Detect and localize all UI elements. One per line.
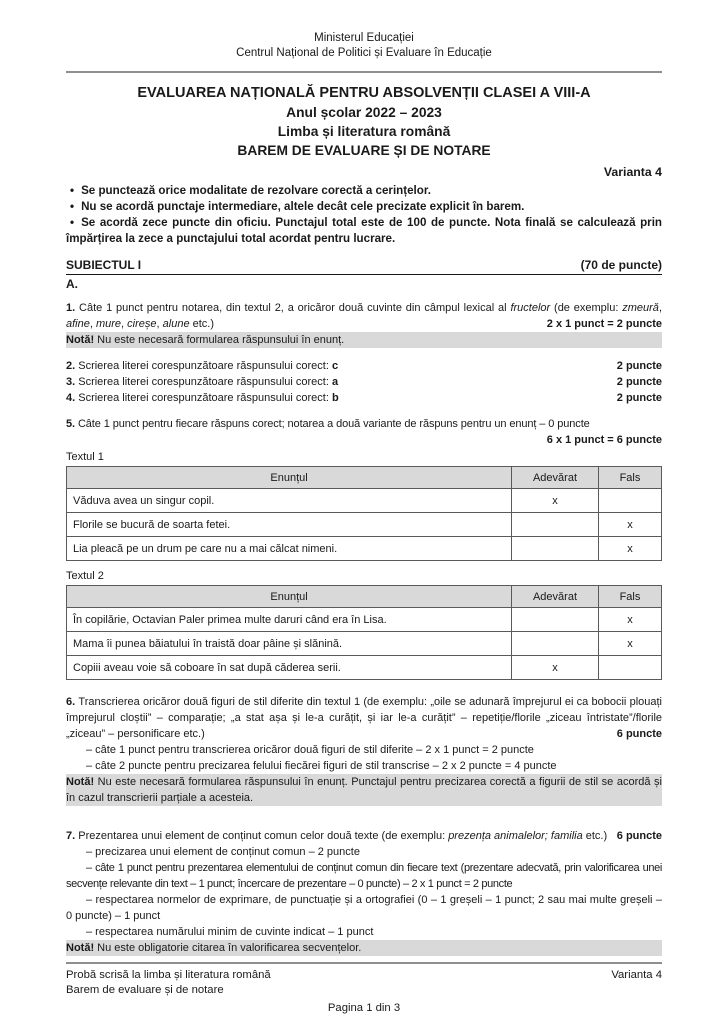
table-header-row — [67, 586, 662, 608]
text-run: Nu este obligatorie citarea în valorificarea secvențelor. — [94, 942, 362, 954]
column-header: Adevărat — [512, 467, 599, 489]
text-run: Scrierea literei corespunzătoare răspunsului corect: — [78, 376, 332, 388]
center-name: Centrul Național de Politici și Evaluare în Educație — [236, 47, 492, 59]
text-run: – câte 1 punct pentru transcrierea oricăror două figuri de stil diferite – 2 x 1 punct = 2 puncte — [86, 744, 534, 756]
rule-bullet — [66, 215, 662, 247]
table-row — [67, 656, 662, 680]
points-value: 2 puncte — [616, 392, 662, 404]
text-run: (de exemplu: — [550, 302, 623, 314]
text-run: b — [331, 392, 339, 404]
points-value: 6 puncte — [616, 728, 662, 740]
text-run: – precizarea unui element de conținut comun – 2 puncte — [86, 846, 360, 858]
item-7-sub-2 — [66, 860, 662, 892]
text-run: 1. — [66, 302, 80, 314]
text-run: 5. — [66, 418, 78, 430]
general-rules — [66, 183, 662, 247]
table-row — [67, 513, 662, 537]
bullet-icon: • — [70, 216, 75, 229]
points-value: 2 puncte — [616, 376, 662, 388]
column-header: Fals — [598, 586, 661, 608]
text-run: Câte 1 punct pentru fiecare răspuns corect; notarea a două variante de răspuns pentru un enunț – 0 puncte — [77, 418, 590, 430]
item-6-sub-2 — [66, 758, 662, 774]
text-run: , — [121, 318, 128, 330]
school-year: Anul școlar 2022 – 2023 — [286, 105, 442, 120]
answer-cell: x — [598, 513, 661, 537]
text-run: Nu este necesară formularea răspunsului în enunț. Punctajul pentru precizarea corectă a figurii de stil se acordă și în cazul transcrierii parțiale a acesteia. — [66, 776, 662, 804]
footer-divider — [66, 962, 662, 964]
text-run: , — [89, 318, 96, 330]
items-container — [66, 300, 662, 956]
text-run: Prezentarea unui element de conținut comun celor două texte (de exemplu: — [78, 830, 449, 842]
text-1-table — [66, 450, 662, 561]
item-7 — [66, 828, 662, 844]
statement-cell: Copiii aveau voie să coboare în sat după căderea serii. — [67, 656, 512, 680]
text-run: Nu este necesară formularea răspunsului în enunț. — [94, 334, 345, 346]
table-caption: Textul 1 — [66, 451, 104, 463]
statement-cell: În copilărie, Octavian Paler primea multe daruri când era în Lisa. — [67, 608, 512, 632]
statement-cell: Lia pleacă pe un drum pe care nu a mai călcat nimeni. — [67, 537, 512, 561]
item-5-points: 6 x 1 punct = 6 puncte — [546, 434, 662, 446]
header-divider — [66, 71, 662, 73]
text-run: 7. — [66, 830, 79, 842]
item-7-sub-3 — [66, 892, 662, 924]
item-7-sub-1 — [66, 844, 662, 860]
true-false-table — [66, 585, 662, 680]
text-run: prezența animalelor; familia — [448, 830, 583, 842]
text-run: Notă! — [66, 776, 95, 788]
item-6-sub-1 — [66, 742, 662, 758]
item-4 — [66, 390, 662, 406]
footer-variant: Varianta 4 — [611, 969, 662, 981]
statement-cell: Văduva avea un singur copil. — [67, 489, 512, 513]
answer-cell: x — [512, 656, 599, 680]
subject-heading — [66, 257, 662, 275]
text-run: a — [331, 376, 339, 388]
answer-cell — [598, 489, 661, 513]
text-run: 2. — [66, 360, 79, 372]
answer-cell — [512, 537, 599, 561]
rule-text: Nu se acordă punctaje intermediare, altele decât cele precizate explicit în barem. — [81, 200, 525, 213]
text-run: Scrierea literei corespunzătoare răspunsului corect: — [78, 392, 332, 404]
column-header: Enunțul — [67, 586, 512, 608]
page-number: Pagina 1 din 3 — [327, 1002, 401, 1014]
table-header-row — [67, 467, 662, 489]
text-run: alune — [162, 318, 190, 330]
text-run: , — [156, 318, 163, 330]
item-7-sub-4 — [66, 924, 662, 940]
points-value: 2 puncte — [616, 360, 662, 372]
footer-doc-name: Barem de evaluare și de notare — [66, 984, 224, 996]
text-run: Transcrierea oricăror două figuri de stil diferite din textul 1 (de exemplu: „oile se adunară împrejurul ei ca bobocii plouați împrejurul cloștii” – comparație; „a stat așa și le-a curățit, și iar le-a curățit” – repetiție/florile „ziceau întristate”/florile „ziceau” – personificare etc.) — [66, 696, 662, 740]
answer-cell — [512, 608, 599, 632]
answer-cell: x — [598, 632, 661, 656]
answer-cell — [512, 513, 599, 537]
nota-item-6 — [66, 774, 662, 806]
answer-cell: x — [598, 608, 661, 632]
text-run: zmeură — [622, 302, 659, 314]
footer-row — [66, 968, 662, 998]
text-run: etc.) — [189, 318, 215, 330]
document-header — [66, 31, 662, 61]
table-row — [67, 632, 662, 656]
table-row — [67, 537, 662, 561]
item-2 — [66, 358, 662, 374]
true-false-table — [66, 466, 662, 561]
column-header: Fals — [598, 467, 661, 489]
subject-label: SUBIECTUL I — [66, 258, 142, 272]
footer-left — [66, 968, 271, 998]
text-run: Scrierea literei corespunzătoare răspunsului corect: — [78, 360, 332, 372]
subject-name: Limba și literatura română — [277, 124, 451, 139]
text-2-table — [66, 569, 662, 680]
title-block — [66, 84, 662, 160]
variant-label: Varianta 4 — [603, 165, 662, 179]
rule-text: Se acordă zece puncte din oficiu. Punctajul total este de 100 de puncte. Nota finală se calculează prin împărțirea la zece a punctajului total acordat pentru lucrare. — [66, 216, 662, 245]
column-header: Adevărat — [512, 586, 599, 608]
nota-item-1 — [66, 332, 662, 348]
text-run: – respectarea numărului minim de cuvinte indicat – 1 punct — [86, 926, 374, 938]
item-5 — [66, 416, 662, 432]
answer-cell: x — [512, 489, 599, 513]
text-run: , — [658, 302, 662, 314]
text-run: 6. — [66, 696, 79, 708]
rule-bullet — [66, 183, 662, 199]
document-type: BAREM DE EVALUARE ȘI DE NOTARE — [237, 143, 491, 158]
text-run: – câte 1 punct pentru prezentarea elementului de conținut comun din fiecare text (prezentare adecvată, prin valorificarea unei secvențe relevante din text – 1 punct; încercare de prezentare – 0 puncte) – 2 x 1 punct = 2 puncte — [66, 862, 662, 890]
answer-cell — [512, 632, 599, 656]
footer-exam-name: Probă scrisă la limba și literatura română — [66, 969, 271, 981]
text-run: etc.) — [582, 830, 608, 842]
ministry-name: Ministerul Educației — [314, 32, 414, 44]
bullet-icon: • — [70, 184, 75, 197]
text-run: 3. — [66, 376, 79, 388]
points-value: 2 x 1 punct = 2 puncte — [546, 318, 662, 330]
text-run: Notă! — [66, 942, 95, 954]
text-run: mure — [95, 318, 122, 330]
table-row — [67, 489, 662, 513]
text-run: Câte 1 punct pentru notarea, din textul 2, a oricăror două cuvinte din câmpul lexical al — [79, 302, 511, 314]
text-run: fructelor — [510, 302, 551, 314]
points-value: 6 puncte — [616, 830, 662, 842]
answer-cell: x — [598, 537, 661, 561]
text-run: c — [331, 360, 339, 372]
column-header: Enunțul — [67, 467, 512, 489]
text-run: 4. — [66, 392, 79, 404]
item-6 — [66, 694, 662, 742]
item-3 — [66, 374, 662, 390]
statement-cell: Florile se bucură de soarta fetei. — [67, 513, 512, 537]
table-caption: Textul 2 — [66, 570, 104, 582]
text-run: – câte 2 puncte pentru precizarea felului fiecărei figuri de stil transcrise – 2 x 2 puncte = 4 puncte — [86, 760, 557, 772]
text-run: cireșe — [127, 318, 157, 330]
subject-points: (70 de puncte) — [580, 258, 662, 272]
rule-bullet — [66, 199, 662, 215]
part-label: A. — [66, 277, 78, 291]
bullet-icon: • — [70, 200, 75, 213]
statement-cell: Mama îi punea băiatului în traistă doar pâine și slănină. — [67, 632, 512, 656]
item-1 — [66, 300, 662, 332]
exam-title: EVALUAREA NAȚIONALĂ PENTRU ABSOLVENȚII CLASEI A VIII-A — [137, 85, 591, 101]
text-run: – respectarea normelor de exprimare, de punctuație și a ortografiei (0 – 1 greșeli – 1 punct; 2 sau mai multe greșeli – 0 puncte) – 1 punct — [66, 894, 662, 922]
answer-cell — [598, 656, 661, 680]
table-row — [67, 608, 662, 632]
nota-item-7 — [66, 940, 662, 956]
rule-text: Se punctează orice modalitate de rezolvare corectă a cerințelor. — [81, 184, 431, 197]
page-footer — [66, 962, 662, 1016]
text-run: Notă! — [66, 334, 95, 346]
text-run: afine — [66, 318, 90, 330]
